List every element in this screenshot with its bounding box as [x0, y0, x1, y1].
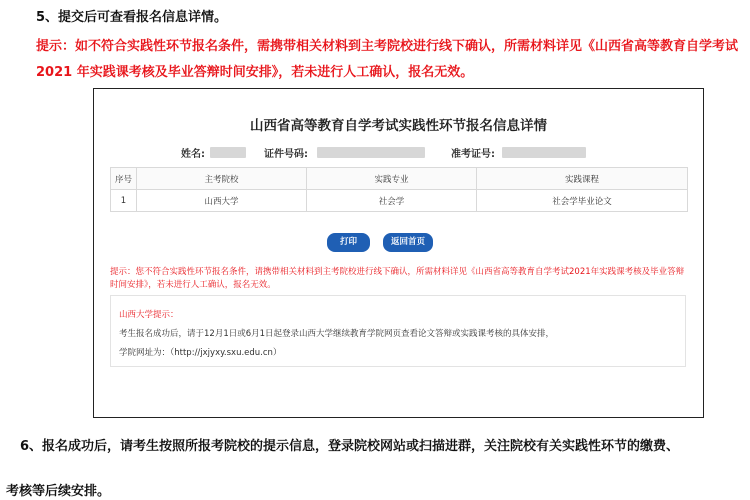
panel-title: 山西省高等教育自学考试实践性环节报名信息详情 [250, 118, 547, 134]
name-value-redacted [210, 147, 246, 158]
table-row [111, 190, 688, 212]
step5-heading: 5、提交后可查看报名信息详情。 [36, 10, 228, 25]
registration-table [110, 167, 688, 212]
return-home-button[interactable]: 返回首页 [383, 233, 433, 252]
registration-detail-panel [93, 88, 704, 418]
table-cell: 社会学 [307, 190, 477, 212]
exam-number-label: 准考证号: [451, 149, 495, 160]
id-number-value-redacted [317, 147, 425, 158]
university-notice-box [110, 295, 686, 367]
panel-warning-tip: 提示：您不符合实践性环节报名条件，请携带相关材料到主考院校进行线下确认，所需材料详见《山西省高等教育自学考试2021年实践课考核及毕业答辩时间安排》，若未进行人工确认，报名无效。 [110, 267, 685, 290]
exam-number-value-redacted [502, 147, 586, 158]
name-label: 姓名: [181, 149, 205, 160]
step6-paragraph-continued: 考核等后续安排。 [6, 484, 111, 499]
warning-tip: 提示：如不符合实践性环节报名条件，需携带相关材料到主考院校进行线下确认，所需材料详见《山西省高等教育自学考试 2021 年实践课考核及毕业答辩时间安排》，若未进行人工确认，报名无效。 [36, 39, 739, 80]
column-header: 序号 [111, 168, 137, 190]
column-header: 主考院校 [137, 168, 307, 190]
table-header-row [111, 168, 688, 190]
table-cell: 山西大学 [137, 190, 307, 212]
column-header: 实践专业 [307, 168, 477, 190]
table-cell: 1 [111, 190, 137, 212]
notice-line: 考生报名成功后，请于12月1日或6月1日起登录山西大学继续教育学院网页查看论文答辩或实践课考核的具体安排， [119, 329, 555, 339]
table-cell: 社会学毕业论文 [477, 190, 688, 212]
column-header: 实践课程 [477, 168, 688, 190]
print-button[interactable]: 打印 [327, 233, 370, 252]
step6-paragraph: 6、报名成功后，请考生按照所报考院校的提示信息，登录院校网站或扫描进群，关注院校有关实践性环节的缴费、 [20, 439, 680, 454]
notice-website-line: 学院网址为：（http://jxjyxy.sxu.edu.cn） [119, 348, 282, 358]
notice-title: 山西大学提示： [119, 310, 179, 320]
applicant-info-row [94, 145, 703, 161]
id-number-label: 证件号码: [264, 149, 308, 160]
